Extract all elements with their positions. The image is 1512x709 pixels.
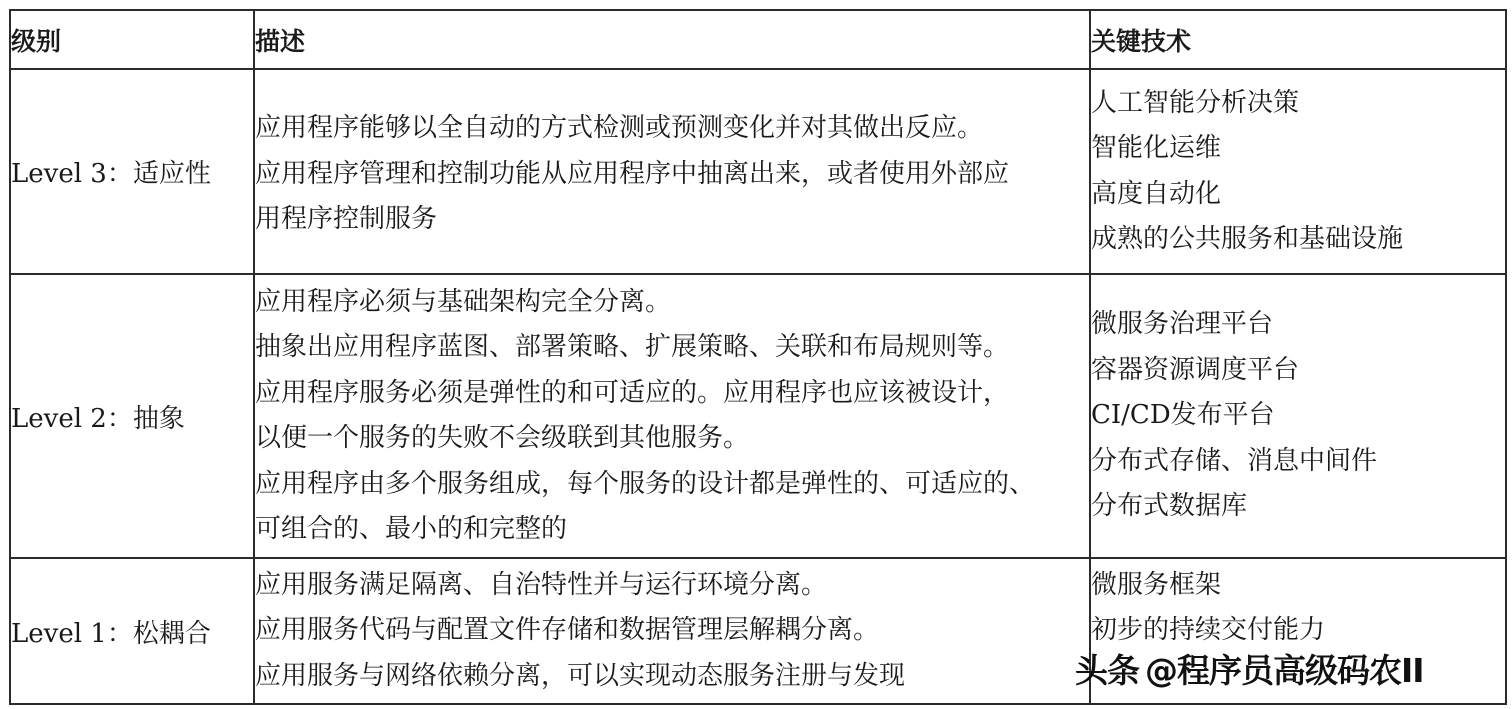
description-cell xyxy=(254,274,1090,558)
table-row xyxy=(10,69,1506,274)
technology-item: CI/CD发布平台 xyxy=(1091,400,1275,431)
table-header-row xyxy=(10,10,1506,69)
level-cell: Level 2：抽象 xyxy=(10,274,254,558)
header-description: 描述 xyxy=(254,10,1090,69)
description-line: 应用服务满足隔离、自治特性并与运行环境分离。 xyxy=(255,569,828,600)
technology-cell xyxy=(1090,69,1506,274)
technology-item: 高度自动化 xyxy=(1091,178,1222,209)
description-line: 应用服务与网络依赖分离，可以实现动态服务注册与发现 xyxy=(255,660,906,691)
description-line: 应用程序由多个服务组成，每个服务的设计都是弹性的、可适应的、 xyxy=(255,468,1036,499)
description-line: 应用服务代码与配置文件存储和数据管理层解耦分离。 xyxy=(255,615,880,646)
technology-item: 分布式存储、消息中间件 xyxy=(1091,445,1378,476)
watermark xyxy=(1075,645,1424,692)
header-key-technology: 关键技术 xyxy=(1090,10,1506,69)
description-line: 以便一个服务的失败不会级联到其他服务。 xyxy=(255,423,750,453)
technology-cell xyxy=(1090,274,1506,558)
technology-item: 分布式数据库 xyxy=(1091,491,1248,522)
technology-item: 初步的持续交付能力 xyxy=(1091,615,1326,646)
description-line: 抽象出应用程序蓝图、部署策略、扩展策略、关联和布局规则等。 xyxy=(255,332,1010,362)
description-line: 用程序控制服务 xyxy=(255,204,438,234)
technology-item: 微服务框架 xyxy=(1091,569,1222,600)
table-row xyxy=(10,274,1506,558)
description-line: 应用程序服务必须是弹性的和可适应的。应用程序也应该被设计， xyxy=(255,377,1010,408)
description-cell xyxy=(254,69,1090,274)
description-line: 应用程序管理和控制功能从应用程序中抽离出来，或者使用外部应 xyxy=(255,158,1010,189)
level-cell: Level 1：松耦合 xyxy=(10,558,254,704)
description-line: 应用程序必须与基础架构完全分离。 xyxy=(255,286,672,317)
technology-item: 智能化运维 xyxy=(1091,133,1222,163)
description-line: 可组合的、最小的和完整的 xyxy=(255,514,568,544)
description-cell xyxy=(254,558,1090,704)
watermark-handle: @程序员高级码农II xyxy=(1145,651,1424,690)
description-line: 应用程序能够以全自动的方式检测或预测变化并对其做出反应。 xyxy=(255,113,984,143)
watermark-logo: 头条 xyxy=(1075,651,1139,690)
technology-item: 成熟的公共服务和基础设施 xyxy=(1091,224,1404,254)
maturity-table xyxy=(9,9,1507,705)
level-cell: Level 3：适应性 xyxy=(10,69,254,274)
technology-item: 微服务治理平台 xyxy=(1091,309,1274,340)
header-level: 级别 xyxy=(10,10,254,69)
technology-item: 人工智能分析决策 xyxy=(1091,87,1300,118)
technology-item: 容器资源调度平台 xyxy=(1091,354,1300,385)
